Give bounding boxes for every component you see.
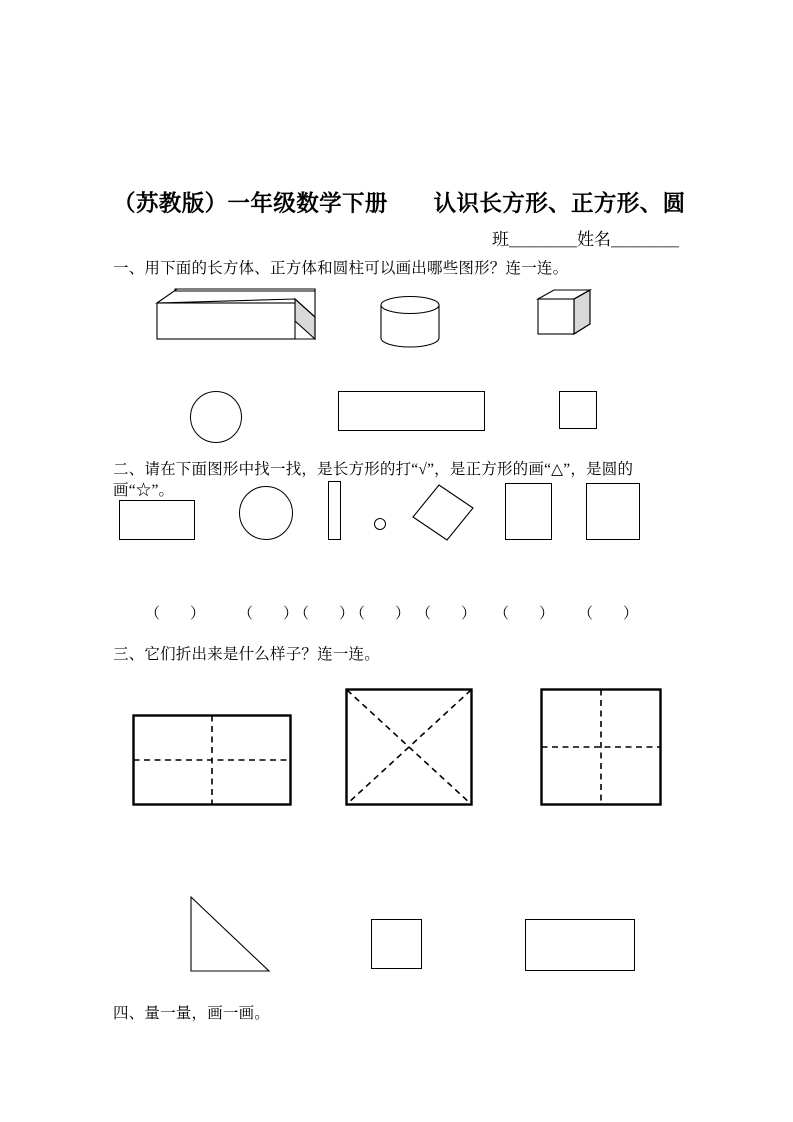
- cylinder-shape: [379, 296, 441, 348]
- q2-square-tilted: [412, 484, 474, 542]
- question-3-heading: 三、它们折出来是什么样子？连一连。: [113, 646, 380, 663]
- cube-shape: [536, 290, 592, 342]
- answer-bracket-2[interactable]: （ ）: [238, 606, 299, 622]
- rectangle-dashed-cross-shape: [132, 714, 292, 806]
- q2-rectangle-upright-1: [505, 483, 552, 540]
- circle-shape: [190, 391, 242, 443]
- q2-circle-large: [239, 486, 293, 540]
- answer-bracket-7[interactable]: （ ）: [578, 606, 639, 622]
- q3-square-small: [371, 919, 422, 969]
- rectangle-shape: [338, 391, 485, 431]
- q2-rectangle-tall-narrow: [328, 481, 341, 540]
- q2-rectangle-upright-2: [586, 483, 640, 540]
- page-title: （苏教版）一年级数学下册 认识长方形、正方形、圆: [113, 191, 686, 216]
- right-triangle-shape: [189, 895, 271, 973]
- square-shape: [559, 391, 597, 429]
- answer-bracket-4[interactable]: （ ）: [350, 606, 411, 622]
- question-4-heading: 四、量一量，画一画。: [113, 1005, 271, 1022]
- cuboid-shape: [155, 289, 321, 345]
- q2-circle-tiny: [374, 518, 386, 530]
- answer-bracket-3[interactable]: （ ）: [294, 606, 355, 622]
- q2-rectangle-wide: [119, 500, 195, 540]
- square-dashed-cross-shape: [540, 688, 662, 806]
- square-dashed-diagonals-shape: [345, 688, 473, 806]
- q3-rectangle-wide: [525, 919, 635, 971]
- question-1-heading: 一、用下面的长方体、正方体和圆柱可以画出哪些图形？连一连。: [113, 260, 569, 277]
- answer-bracket-6[interactable]: （ ）: [494, 606, 555, 622]
- question-2-heading: 二、请在下面图形中找一找，是长方形的打“√”，是正方形的画“△”，是圆的画“☆”。: [113, 461, 634, 499]
- student-name-field: 班＿＿＿＿姓名＿＿＿＿: [492, 230, 679, 249]
- answer-bracket-5[interactable]: （ ）: [416, 606, 477, 622]
- answer-bracket-1[interactable]: （ ）: [145, 606, 206, 622]
